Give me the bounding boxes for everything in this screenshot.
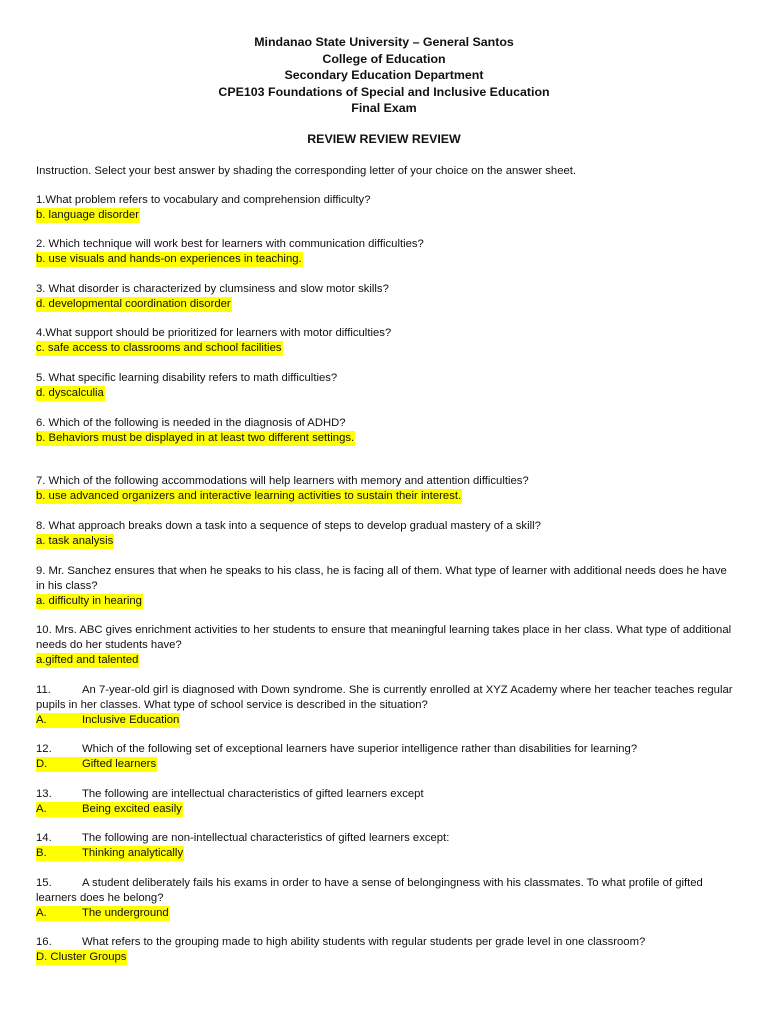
question-text: 10. Mrs. ABC gives enrichment activities to her students to ensure that meaningful learning takes place in her class. What type of additional needs do her students have? (36, 624, 732, 651)
exam-title: Final Exam (351, 101, 417, 115)
question-text: 7. Which of the following accommodations will help learners with memory and attention difficulties? (36, 475, 529, 487)
highlighted-answer: b. language disorder (36, 209, 140, 221)
highlighted-answer: a.gifted and talented (36, 654, 139, 666)
highlighted-answer: The underground (82, 907, 169, 919)
answer-letter: B. (36, 847, 47, 859)
question-item (36, 742, 736, 772)
question-text: 9. Mr. Sanchez ensures that when he speaks to his class, he is facing all of them. What type of learner with additional needs does he have in his class? (36, 565, 727, 592)
question-text: 3. What disorder is characterized by clumsiness and slow motor skills? (36, 283, 389, 295)
highlighted-answer: Being excited easily (82, 803, 182, 815)
answer-letter: A. (36, 803, 47, 815)
answer-letter: A. (36, 714, 47, 726)
question-item (36, 787, 736, 817)
question-number: 13. (36, 788, 52, 800)
department-name: Secondary Education Department (284, 68, 484, 82)
question-text: The following are intellectual characteristics of gifted learners except (82, 788, 424, 800)
question-item (36, 683, 736, 728)
question-item (36, 876, 736, 921)
question-text: 1.What problem refers to vocabulary and comprehension difficulty? (36, 194, 371, 206)
question-text: 2. Which technique will work best for learners with communication difficulties? (36, 238, 424, 250)
question-text: The following are non-intellectual characteristics of gifted learners except: (82, 832, 450, 844)
question-text: 8. What approach breaks down a task into a sequence of steps to develop gradual mastery of a skill? (36, 520, 541, 532)
answer-letter: D. (36, 758, 48, 770)
question-text: An 7-year-old girl is diagnosed with Down syndrome. She is currently enrolled at XYZ Academy where her teacher teaches regular pupils in her classes. What type of school service is described in the situation? (36, 684, 733, 711)
instruction-text: Instruction. Select your best answer by shading the corresponding letter of your choice on the answer sheet. (36, 165, 577, 177)
highlighted-answer: a. task analysis (36, 535, 114, 547)
question-item (36, 519, 736, 549)
highlighted-answer: Inclusive Education (82, 714, 180, 726)
question-text: 4.What support should be prioritized for learners with motor difficulties? (36, 327, 392, 339)
question-number: 14. (36, 832, 52, 844)
highlighted-answer: Gifted learners (82, 758, 157, 770)
college-name: College of Education (322, 51, 446, 66)
question-item (36, 326, 736, 356)
question-number: 15. (36, 877, 52, 889)
highlighted-answer: d. dyscalculia (36, 387, 104, 399)
question-item (36, 237, 736, 267)
question-item (36, 474, 736, 504)
question-text: 5. What specific learning disability refers to math difficulties? (36, 372, 338, 384)
question-item (36, 193, 736, 223)
question-text: 6. Which of the following is needed in the diagnosis of ADHD? (36, 417, 346, 429)
answer-letter: A. (36, 907, 47, 919)
course-title: CPE103 Foundations of Special and Inclusive Education (218, 84, 550, 99)
document-header (0, 34, 768, 117)
question-item (36, 416, 736, 446)
question-number: 12. (36, 743, 52, 755)
highlighted-answer: d. developmental coordination disorder (36, 298, 231, 310)
question-item (36, 371, 736, 401)
highlighted-answer: Thinking analytically (82, 847, 184, 859)
question-item (36, 831, 736, 861)
highlighted-answer: b. Behaviors must be displayed in at least two different settings. (36, 432, 355, 444)
question-number: 11. (36, 684, 51, 696)
question-text: Which of the following set of exceptional learners have superior intelligence rather than disabilities for learning? (82, 743, 638, 755)
highlighted-answer: a. difficulty in hearing (36, 595, 142, 607)
question-item (36, 623, 736, 668)
highlighted-answer: D. Cluster Groups (36, 951, 127, 963)
university-name: Mindanao State University – General Santos (254, 35, 514, 49)
highlighted-answer: c. safe access to classrooms and school facilities (36, 342, 282, 354)
highlighted-answer: b. use visuals and hands-on experiences in teaching. (36, 253, 302, 265)
question-text: What refers to the grouping made to high ability students with regular students per grade level in one classroom? (82, 936, 646, 948)
question-number: 16. (36, 936, 52, 948)
review-subtitle: REVIEW REVIEW REVIEW (307, 132, 461, 146)
question-item (36, 282, 736, 312)
question-item (36, 935, 736, 965)
question-item (36, 564, 736, 609)
highlighted-answer: b. use advanced organizers and interactive learning activities to sustain their interest. (36, 490, 462, 502)
question-text: A student deliberately fails his exams in order to have a sense of belongingness with his classmates. To what profile of gifted learners does he belong? (36, 877, 703, 904)
